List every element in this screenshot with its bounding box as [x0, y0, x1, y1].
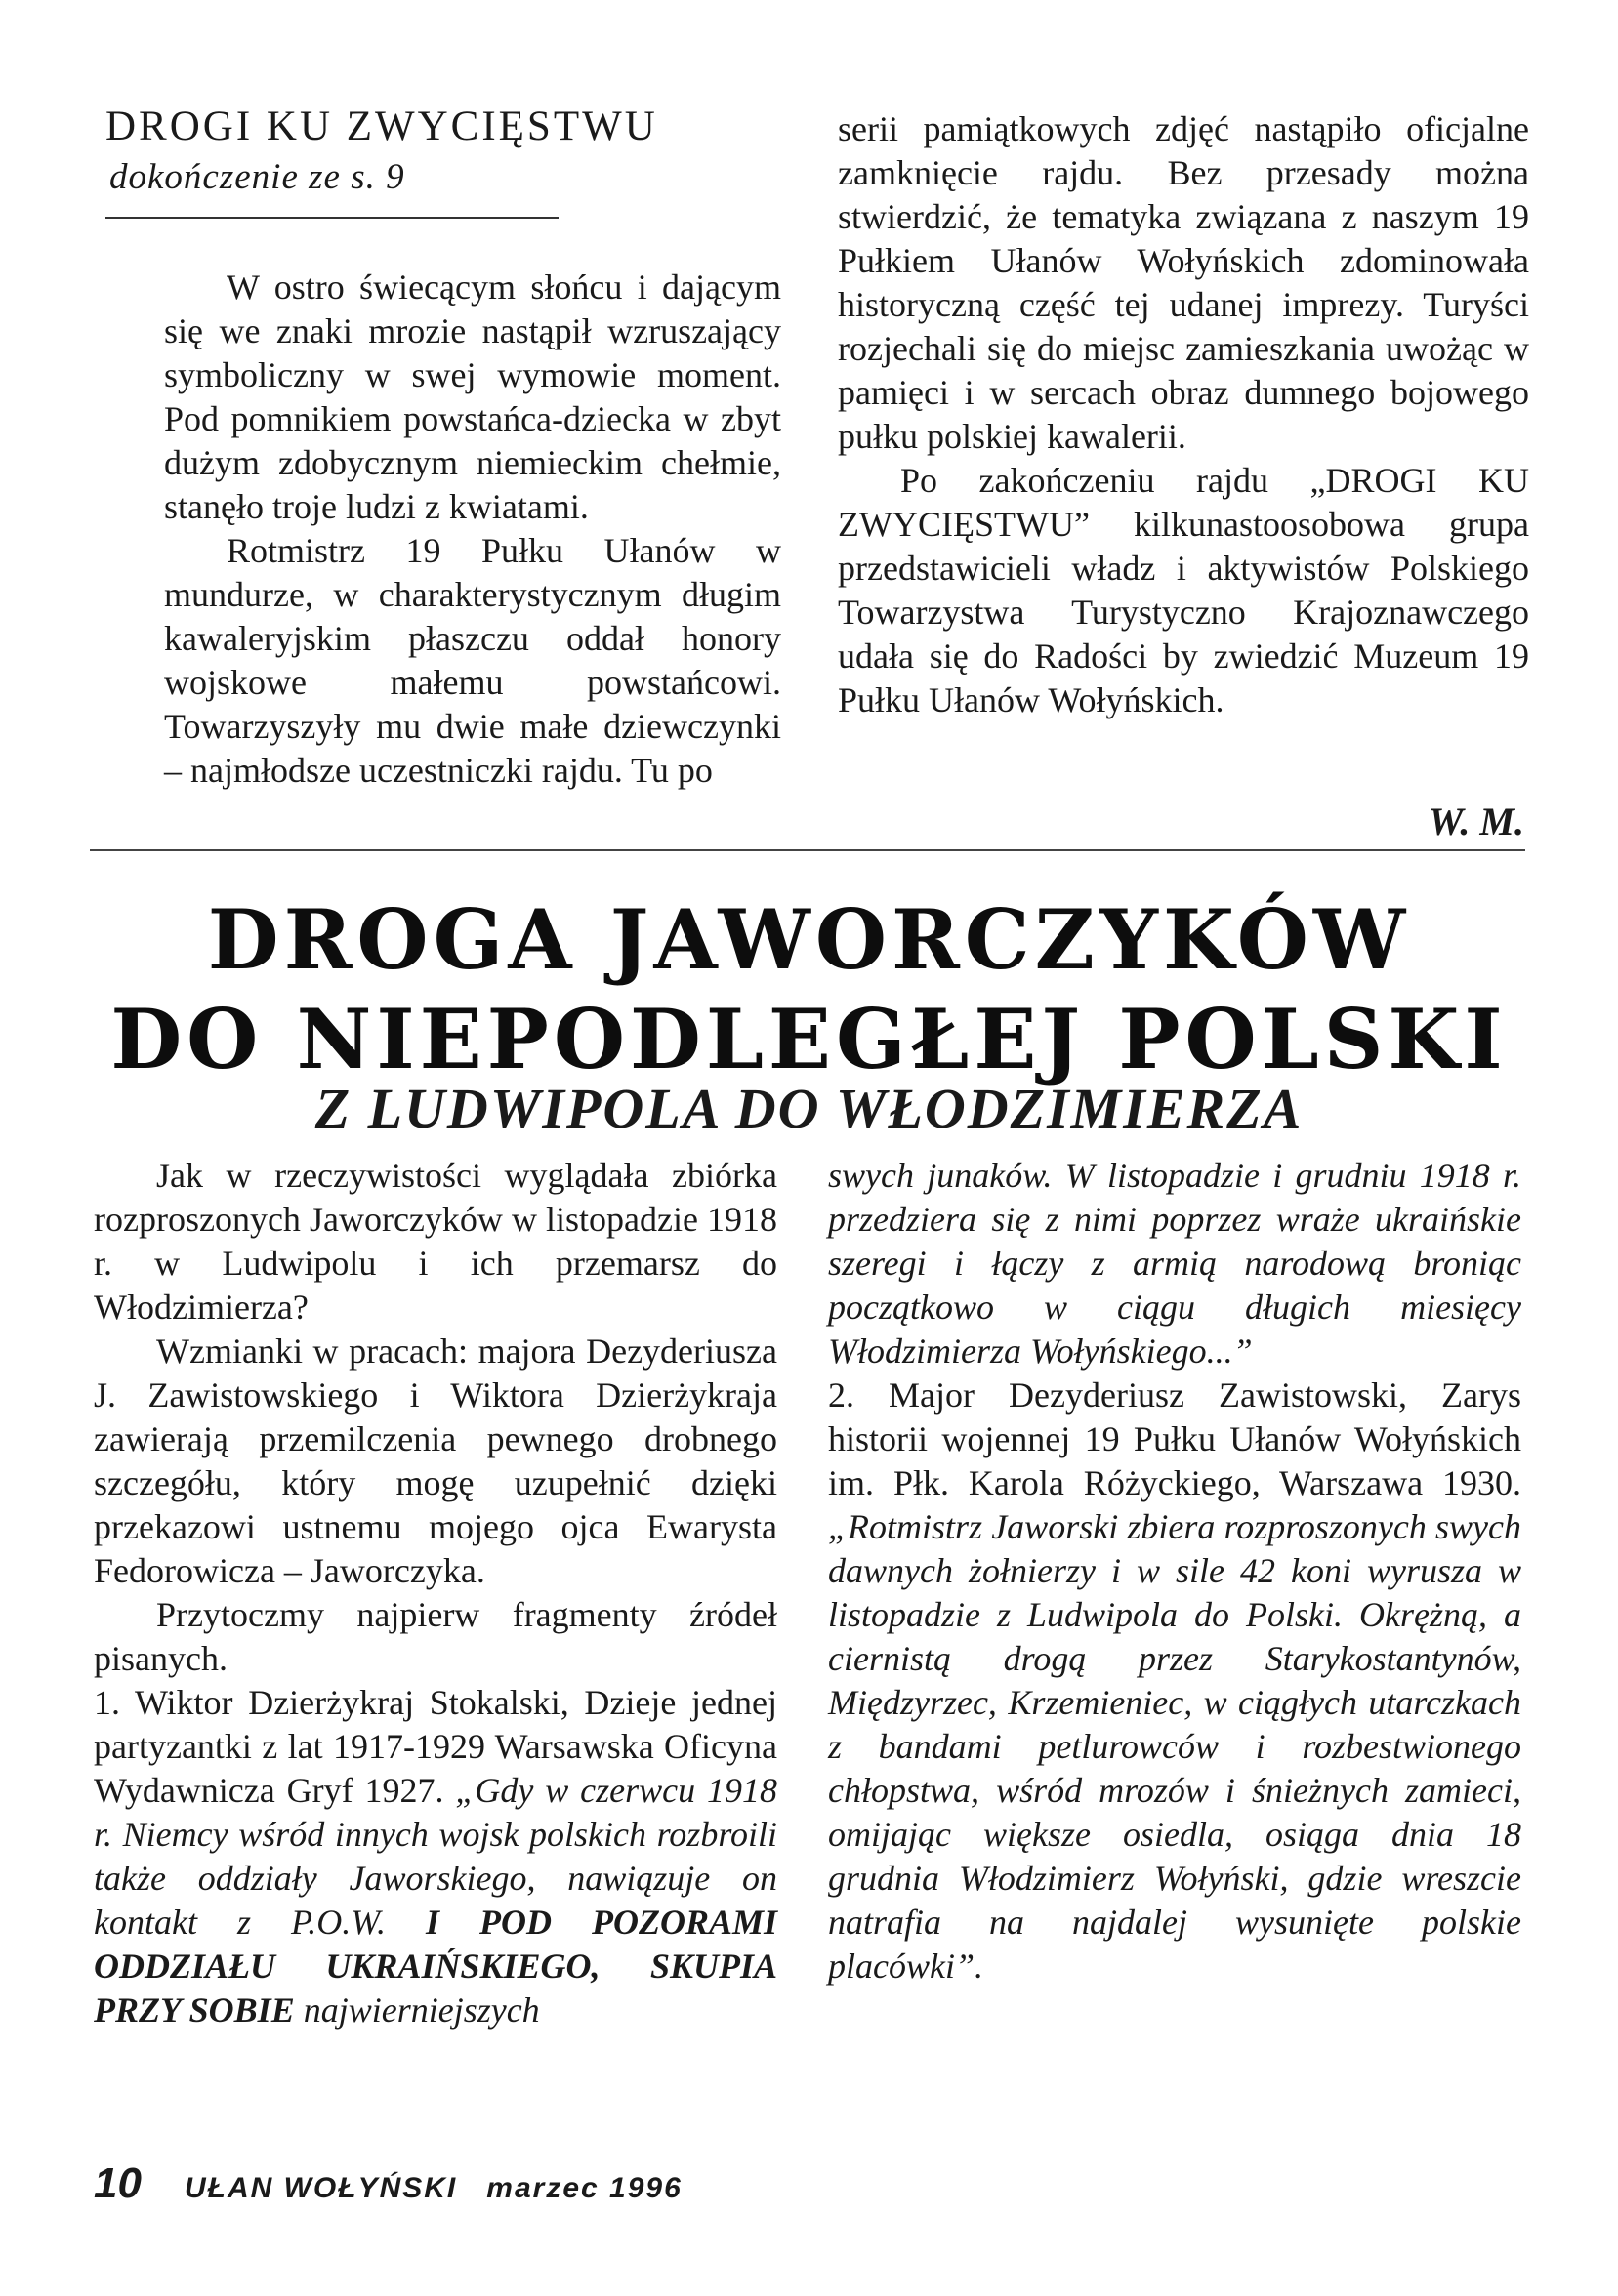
citation-text: 2. Major Dezyderiusz Zawistowski, Zarys historii wojennej 19 Pułku Ułanów Wołyńskich im. Płk. Karola Różyckiego, Warszawa 1930. — [828, 1375, 1521, 1502]
paragraph: W ostro świecącym słońcu i dającym się we znaki mrozie nastąpił wzruszający symboliczny w swej wymowie moment. Pod pomnikiem powstańca-dziecka w zbyt dużym zdobycznym niemieckim chełmie, stanęło troje ludzi z kwiatami. — [164, 267, 781, 526]
author-signature: W. M. — [1428, 800, 1524, 843]
paragraph: Po zakończeniu rajdu „DROGI KU ZWYCIĘSTWU” kilkunastoosobowa grupa przedstawicieli władz i aktywistów Polskiego Towarzystwa Turystyczno Krajoznawczego udała się do Radości by zwiedzić Muzeum 19 Pułku Ułanów Wołyńskich. — [838, 461, 1529, 719]
source-citation-2 — [828, 1374, 1521, 1988]
paragraph: Rotmistrz 19 Pułku Ułanów w mundurze, w charakterystycznym długim kawaleryjskim płaszczu oddał honory wojskowe małemu powstańcowi. Towarzyszyły mu dwie małe dziewczynki – najmłodsze uczestniczki rajdu. Tu po — [164, 531, 781, 790]
publication-name: UŁAN WOŁYŃSKI — [184, 2172, 458, 2204]
heading-underline — [105, 217, 559, 219]
section-divider — [90, 849, 1525, 851]
continued-article-right-column — [838, 107, 1529, 722]
continued-article-left-column — [164, 266, 781, 793]
paragraph: Przytoczmy najpierw fragmenty źródeł pisanych. — [94, 1595, 777, 1678]
paragraph: Jak w rzeczywistości wyglądała zbiórka rozproszonych Jaworczyków w listopadzie 1918 r. w Ludwipolu i ich przemarsz do Włodzimierza? — [94, 1156, 777, 1327]
page-footer — [94, 2159, 683, 2208]
article-right-column — [828, 1154, 1521, 1988]
issue-date: marzec 1996 — [486, 2172, 683, 2204]
citation-text: 1. Wiktor Dzierżykraj Stokalski, Dzieje jednej partyzantki z lat 1917-1929 Warsawska Oficyna Wydawnicza Gryf 1927. — [94, 1683, 777, 1810]
article-subtitle: Z LUDWIPOLA DO WŁODZIMIERZA — [314, 1077, 1304, 1140]
citation-quote: „Gdy w czerwcu 1918 r. Niemcy wśród innych wojsk polskich rozbroili także oddziały Jaworskiego, nawiązuje on kontakt z P.O.W. — [94, 1771, 777, 1942]
article-left-column — [94, 1154, 777, 2032]
continued-article-heading: DROGI KU ZWYCIĘSTWU — [105, 103, 658, 149]
quote-continuation: swych junaków. W listopadzie i grudniu 1918 r. przedziera się z nimi poprzez wraże ukraińskie szeregi i łączy z armią narodową broniąc początkowo w ciągu długich miesięcy Włodzimierza Wołyńskiego...” — [828, 1156, 1521, 1371]
paragraph: Wzmianki w pracach: majora Dezyderiusza J. Zawistowskiego i Wiktora Dzierżykraja zawierają przemilczenia pewnego drobnego szczegółu, który mogę uzupełnić dzięki przekazowi ustnemu mojego ojca Ewarysta Fedorowicza – Jaworczyka. — [94, 1332, 777, 1590]
continued-note: dokończenie ze s. 9 — [109, 157, 405, 197]
article-title-line-1: DROGA JAWORCZYKÓW — [207, 891, 1411, 988]
citation-emphasis: I POD POZORAMI ODDZIAŁU UKRAIŃSKIEGO, SKUPIA PRZY SOBIE — [94, 1903, 777, 2030]
article-title-line-2: DO NIEPODLEGŁEJ POLSKI — [110, 991, 1508, 1087]
citation-quote: „Rotmistrz Jaworski zbiera rozproszonych swych dawnych żołnierzy i w sile 42 koni wyrusza w listopadzie z Ludwipola do Polski. Okrężną, a ciernistą drogą przez Starykostantynów, Międzyrzec, Krzemieniec, w ciągłych utarczkach z bandami petlurowców i rozbestwionego chłopstwa, wśród mrozów i śnieżnych zamieci, omijając większe osiedla, osiąga dnia 18 grudnia Włodzimierz Wołyński, gdzie wreszcie natrafia na najdalej wysunięte polskie placówki”. — [828, 1507, 1521, 1986]
citation-quote-tail: najwierniejszych — [294, 1990, 540, 2030]
source-citation-1 — [94, 1681, 777, 2032]
paragraph: serii pamiątkowych zdjęć nastąpiło oficjalne zamknięcie rajdu. Bez przesady można stwierdzić, że tematyka związana z naszym 19 Pułkiem Ułanów Wołyńskich zdominowała historyczną część tej udanej imprezy. Turyści rozjechali się do miejsc zamieszkania uwożąc w pamięci i w sercach obraz dumnego bojowego pułku polskiej kawalerii. — [838, 109, 1529, 456]
article-title — [0, 890, 1618, 1089]
page-number: 10 — [94, 2159, 142, 2207]
